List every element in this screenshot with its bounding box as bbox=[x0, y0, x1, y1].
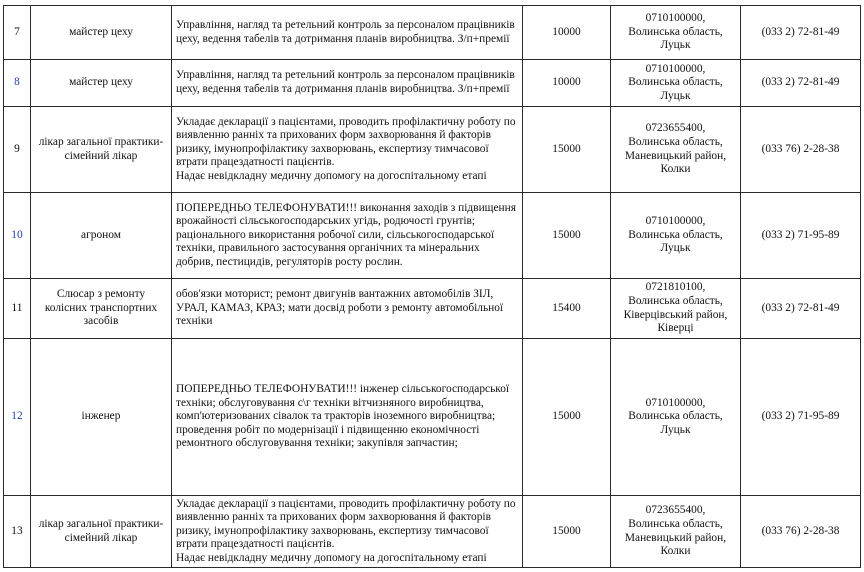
duties-description: ПОПЕРЕДНЬО ТЕЛЕФОНУВАТИ!!! виконання заходів з підвищення врожайності сільськогосподарських угідь, родючості грунтів; раціонального використання робочої сили, сільськогосподарської техніки, правильного застосування органічних та мінеральних добрив, пестицидів, регуляторів росту рослин. bbox=[172, 193, 523, 279]
position-title: інженер bbox=[31, 339, 172, 496]
address: 0710100000, Волинська область, Луцьк bbox=[611, 193, 741, 279]
row-number[interactable]: 8 bbox=[4, 60, 31, 107]
duties-description: Укладає декларації з пацієнтами, проводить профілактичну роботу по виявленню ранніх та прихованих форм захворювання й факторів ризику, імунопрофілактику захворювань, експертизу тимчасової втрати працездатності пацієнтів. Надає невідкладну медичну допомогу на догоспітальному етапі bbox=[172, 496, 523, 568]
salary-value: 15000 bbox=[523, 496, 611, 568]
salary-value: 15000 bbox=[523, 339, 611, 496]
address: 0723655400, Волинська область, Маневицький район, Колки bbox=[611, 107, 741, 193]
row-number: 7 bbox=[4, 6, 31, 60]
table-row bbox=[4, 279, 861, 339]
row-number[interactable]: 10 bbox=[4, 193, 31, 279]
salary-value: 15000 bbox=[523, 107, 611, 193]
vacancies-table bbox=[3, 5, 861, 568]
duties-description: Управління, нагляд та ретельний контроль за персоналом працівників цеху, ведення табелів та дотримання планів виробництва. З/п+премії bbox=[172, 60, 523, 107]
row-number: 9 bbox=[4, 107, 31, 193]
row-number: 13 bbox=[4, 496, 31, 568]
phone-number: (033 2) 71-95-89 bbox=[741, 193, 861, 279]
position-title: майстер цеху bbox=[31, 60, 172, 107]
phone-number: (033 2) 72-81-49 bbox=[741, 6, 861, 60]
phone-number: (033 2) 72-81-49 bbox=[741, 279, 861, 339]
phone-number: (033 2) 72-81-49 bbox=[741, 60, 861, 107]
phone-number: (033 76) 2-28-38 bbox=[741, 107, 861, 193]
duties-description: Укладає декларації з пацієнтами, проводить профілактичну роботу по виявленню ранніх та прихованих форм захворювання й факторів ризику, імунопрофілактику захворювань, експертизу тимчасової втрати працездатності пацієнтів. Надає невідкладну медичну допомогу на догоспітальному етапі bbox=[172, 107, 523, 193]
row-number[interactable]: 12 bbox=[4, 339, 31, 496]
duties-description: обов'язки моторист; ремонт двигунів вантажних автомобілів ЗІЛ, УРАЛ, КАМАЗ, КРАЗ; мати досвід роботи з ремонту автомобільної техніки bbox=[172, 279, 523, 339]
address: 0710100000, Волинська область, Луцьк bbox=[611, 339, 741, 496]
address: 0723655400, Волинська область, Маневицький район, Колки bbox=[611, 496, 741, 568]
table-row bbox=[4, 193, 861, 279]
position-title: майстер цеху bbox=[31, 6, 172, 60]
table-row bbox=[4, 107, 861, 193]
table-row bbox=[4, 60, 861, 107]
position-title: лікар загальної практики-сімейний лікар bbox=[31, 496, 172, 568]
phone-number: (033 2) 71-95-89 bbox=[741, 339, 861, 496]
address: 0721810100, Волинська область, Ківерцівський район, Ківерці bbox=[611, 279, 741, 339]
row-number: 11 bbox=[4, 279, 31, 339]
position-title: агроном bbox=[31, 193, 172, 279]
salary-value: 10000 bbox=[523, 60, 611, 107]
salary-value: 15000 bbox=[523, 193, 611, 279]
address: 0710100000, Волинська область, Луцьк bbox=[611, 6, 741, 60]
table-row bbox=[4, 339, 861, 496]
address: 0710100000, Волинська область, Луцьк bbox=[611, 60, 741, 107]
duties-description: Управління, нагляд та ретельний контроль за персоналом працівників цеху, ведення табелів та дотримання планів виробництва. З/п+премії bbox=[172, 6, 523, 60]
salary-value: 10000 bbox=[523, 6, 611, 60]
position-title: Слюсар з ремонту колісних транспортних засобів bbox=[31, 279, 172, 339]
table-row bbox=[4, 496, 861, 568]
phone-number: (033 76) 2-28-38 bbox=[741, 496, 861, 568]
salary-value: 15400 bbox=[523, 279, 611, 339]
position-title: лікар загальної практики-сімейний лікар bbox=[31, 107, 172, 193]
table-row bbox=[4, 6, 861, 60]
duties-description: ПОПЕРЕДНЬО ТЕЛЕФОНУВАТИ!!! інженер сільськогосподарської техніки; обслуговування с\г техніки вітчизняного виробництва, комп'ютеризованих сівалок та тракторів іноземного виробництва; проведення робіт по модернізації і підвищенню економічності ремонтного обслуговування техніки; закупівля запчастин; bbox=[172, 339, 523, 496]
